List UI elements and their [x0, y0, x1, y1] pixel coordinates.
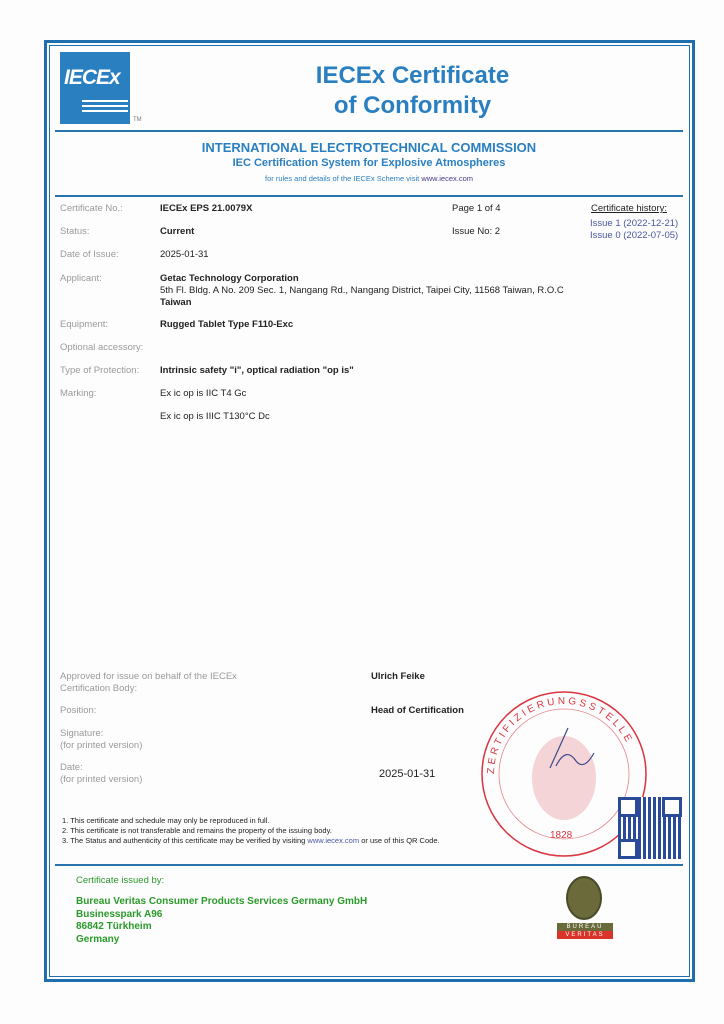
verify-link[interactable]: www.iecex.com [307, 836, 360, 845]
history-item[interactable]: Issue 1 (2022-12-21) [590, 218, 679, 229]
equipment: Rugged Tablet Type F110-Exc [160, 319, 294, 330]
issue-number: Issue No: 2 [452, 226, 501, 237]
approver-name: Ulrich Feike [371, 671, 425, 682]
divider [55, 864, 683, 866]
certificate-page: IECEx TM IECEx Certificate of Conformity INTERNATIONAL ELECTROTECHNICAL COMMISSION IEC Certification System for Explosive Atmospheres for rules and details of the IECEx Scheme visit www.iecex.com Certificate No.: IECEx EPS 21.0079X Page 1 of 4 Certificate history: Issue 1 (2022-12-21) Issue 0 (2022-07-05) Status: Current Issue No: 2 Date of Issue: 2025-01-31 Applicant: Getac Technology Corporation 5th Fl. Bldg. A No. 209 Sec. 1, Nangang Rd., Nangang District, Taipei City, 11568 Taiwan, R.O.C Taiwan Equipment: Rugged Tablet Type F110-Exc Optional accessory: Type of Protection: Intrinsic safety "i", optical radiation "op is" Marking: Ex ic op is IIC T4 Gc Ex ic op is IIIC T130°C Dc ZERTIFIZIERUNGSSTELLE 1828 Approved for issue on behalf of the IECEx Certification Body: Ulrich Feike Position: Head of Certification Signature: (for printed version) Date: (for printed version) 2025-01-31 1. This certificate and schedule may only be reproduced in full. 2. This certificate is not transferable and remains the property of the issuing body. 3. The Status and authenticity of this certificate may be verified by visiting www.iecex.com or use of this QR Code. Certificate issued by: Bureau Veritas Consumer Products Services Germany GmbH Businesspark A96 86842 Türkheim Germany BUREAU VERITAS [0, 0, 724, 1024]
applicant-name: Getac Technology Corporation [160, 273, 299, 284]
stamp-text: ZERTIFIZIERUNGSSTELLE [485, 695, 635, 775]
approver-position: Head of Certification [371, 705, 464, 716]
qr-code[interactable] [618, 797, 682, 859]
history-title: Certificate history: [591, 203, 668, 214]
issuer-name: Bureau Veritas Consumer Products Services Germany GmbH [76, 896, 368, 907]
iecex-link[interactable]: www.iecex.com [421, 174, 474, 183]
rules-line: for rules and details of the IECEx Scheme visit www.iecex.com [264, 174, 474, 183]
page-indicator: Page 1 of 4 [452, 203, 501, 214]
marking: Ex ic op is IIIC T130°C Dc [160, 411, 270, 422]
protection-type: Intrinsic safety "i", optical radiation "op is" [160, 365, 354, 376]
history-item[interactable]: Issue 0 (2022-07-05) [590, 230, 679, 241]
iecex-logo: IECEx [60, 52, 130, 124]
system-name: IEC Certification System for Explosive Atmospheres [232, 157, 506, 169]
applicant-country: Taiwan [160, 297, 192, 308]
note: 3. The Status and authenticity of this certificate may be verified by visiting www.iecex.com or use of this QR Code. [62, 836, 440, 845]
certificate-number: IECEx EPS 21.0079X [160, 203, 253, 214]
title-line2: of Conformity [333, 92, 492, 119]
issue-date: 2025-01-31 [160, 249, 209, 260]
note: 1. This certificate and schedule may only be reproduced in full. [62, 816, 270, 825]
bureau-veritas-logo: BUREAU VERITAS [557, 876, 613, 940]
status: Current [160, 226, 195, 237]
divider [55, 130, 683, 132]
title-line1: IECEx Certificate [315, 62, 510, 89]
applicant-address: 5th Fl. Bldg. A No. 209 Sec. 1, Nangang Rd., Nangang District, Taipei City, 11568 Taiwan, R.O.C [160, 285, 564, 296]
divider [55, 195, 683, 197]
marking: Ex ic op is IIC T4 Gc [160, 388, 247, 399]
org-name: INTERNATIONAL ELECTROTECHNICAL COMMISSION [201, 140, 537, 155]
note: 2. This certificate is not transferable and remains the property of the issuing body. [62, 826, 332, 835]
stamp-year: 1828 [550, 830, 573, 841]
signature-date: 2025-01-31 [379, 768, 436, 780]
